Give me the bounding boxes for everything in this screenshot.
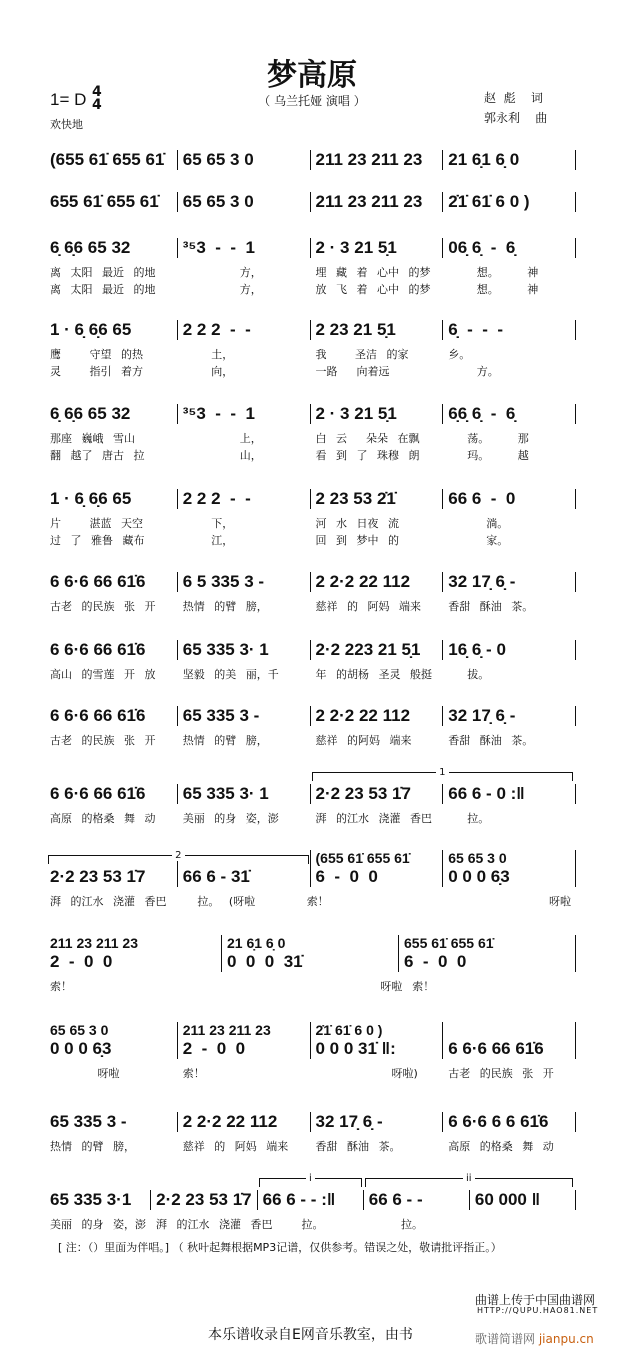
measure: 2·2 223 21 5̣1 xyxy=(310,640,443,660)
measure-row xyxy=(48,1039,576,1059)
lyric-segment-row xyxy=(48,978,576,995)
lyric-segment: 方， xyxy=(182,283,262,296)
measure: 2 2·2 22 112 xyxy=(177,1112,310,1132)
measure-row xyxy=(48,952,576,972)
lyric-segment: 拉。 (呀啦 xyxy=(178,895,256,908)
measure: 6̣ 6̣6 65 32 xyxy=(50,238,131,257)
measure: 66 6 - 31̇ xyxy=(177,867,310,887)
measure: 2 - 0 0 xyxy=(177,1039,310,1059)
lyric-segment: 慈祥 的 阿妈 端来 xyxy=(182,1140,289,1153)
lyric-segment-row xyxy=(48,732,576,749)
lyric-segment: 看 到 了 珠穆 朗 xyxy=(315,449,420,462)
lyric-segment-row xyxy=(48,810,576,827)
lyric-segment: 索！ xyxy=(182,1067,205,1080)
measure: 6̣6̣ 6̣ - 6̣ xyxy=(442,404,575,424)
measure-row xyxy=(48,150,576,170)
lyric-segment: 河 水 日夜 流 xyxy=(315,517,399,530)
lyric-segment: 乡。 xyxy=(448,348,471,361)
measure: 66 6 - - :‖ xyxy=(257,1190,363,1210)
lyric-segment: 高山 的雪莲 开 放 xyxy=(50,668,156,681)
measure: 6̣ - - - xyxy=(442,320,575,340)
accompaniment-measure: (655 61̇ 655 61̇ xyxy=(310,850,443,867)
volta-label: 2 xyxy=(172,850,184,861)
score-system xyxy=(48,850,576,910)
lyric-segment-row xyxy=(48,281,576,298)
measure: 16̣ 6̣ - 0 xyxy=(442,640,575,660)
measure-row xyxy=(48,867,576,887)
lyric-segment-row xyxy=(48,1065,576,1082)
measure: 1 · 6̣ 6̣6 65 xyxy=(50,489,132,508)
measure: 0 0 0 6̣3 xyxy=(50,1039,112,1058)
lyric-segment: 上， xyxy=(182,432,262,445)
measure: 6 6·6 66 61̇6 xyxy=(50,572,146,591)
watermark-domain: jianpu.cn xyxy=(538,1332,594,1346)
volta-label: 1 xyxy=(436,767,448,778)
measure-row xyxy=(48,1112,576,1132)
lyric-segment-row xyxy=(48,363,576,380)
measure: 6 6·6 66 61̇6 xyxy=(50,784,146,803)
measure: 2 · 3 21 5̣1 xyxy=(310,238,443,258)
lyric-segment: 鹰 守望 的热 xyxy=(50,348,143,361)
measure: 2·2 23 53 1̇7 xyxy=(50,867,146,886)
accompaniment-measure: 65 65 3 0 xyxy=(50,1022,109,1038)
lyric-segment: 我 圣洁 的家 xyxy=(315,348,409,361)
score-system xyxy=(48,706,576,749)
measure: 2 23 21 5̣1 xyxy=(310,320,443,340)
score-system xyxy=(48,238,576,298)
lyric-segment: 山， xyxy=(182,449,262,462)
measure: 21 6̣1 6̣ 0 xyxy=(442,150,575,170)
lyric-segment-row xyxy=(48,532,576,549)
volta-label: i xyxy=(306,1173,315,1184)
score-system xyxy=(48,404,576,464)
watermark-site-name: 歌谱简谱网 xyxy=(475,1332,536,1346)
score-system xyxy=(48,640,576,683)
lyric-segment: 索！ xyxy=(412,980,435,993)
measure: 65 65 3 0 xyxy=(177,150,310,170)
lyric-segment: 古老 的民族 张 开 xyxy=(50,600,156,613)
lyric-segment: 热情 的臂 膀， xyxy=(182,600,268,613)
lyric-segment: 下， xyxy=(182,517,234,530)
lyric-segment-row xyxy=(48,893,576,910)
measure: 2 2·2 22 112 xyxy=(310,706,443,726)
accompaniment-measure-row xyxy=(48,935,576,952)
measure: 60 000 ‖ xyxy=(469,1190,575,1210)
lyric-segment: 高原 的格桑 舞 动 xyxy=(448,1140,554,1153)
measure: 32 17̣ 6̣ - xyxy=(310,1112,443,1132)
accompaniment-measure xyxy=(442,1022,575,1039)
lyric-segment: 拉。 xyxy=(382,1218,423,1231)
measure-row xyxy=(48,706,576,726)
measure: 65 335 3· 1 xyxy=(177,784,310,804)
lyric-segment: 埋 藏 着 心中 的梦 xyxy=(315,266,431,279)
measure: 65 335 3 - xyxy=(50,1112,127,1131)
measure: 2 2 2 - - xyxy=(177,320,310,340)
lyric-segment: 香甜 酥油 茶。 xyxy=(448,600,534,613)
lyric-segment: 湃 的江水 浇灌 香巴 xyxy=(156,1218,273,1231)
lyric-segment: 美丽 的身 姿，澎 xyxy=(182,812,279,825)
measure: 2 2·2 22 112 xyxy=(310,572,443,592)
lyric-segment: 向， xyxy=(182,365,234,378)
lyric-segment-row xyxy=(48,1138,576,1155)
lyric-segment: 回 到 梦中 的 xyxy=(315,534,399,547)
lyric-segment: 高原 的格桑 舞 动 xyxy=(50,812,156,825)
measure: 211 23 211 23 xyxy=(310,192,443,212)
lyric-segment: 淌。 xyxy=(448,517,509,530)
measure: 0 0 0 31̇ xyxy=(221,952,398,972)
accompaniment-measure: 65 65 3 0 xyxy=(442,850,575,867)
lyric-segment: 想。 神 xyxy=(448,266,539,279)
score-system xyxy=(48,935,576,995)
measure: 2 - 0 0 xyxy=(50,952,113,971)
measure: 2 · 3 21 5̣1 xyxy=(310,404,443,424)
measure: 2 23 53 2̇1̇ xyxy=(310,489,443,509)
lyric-segment: 离 太阳 最近 的地 xyxy=(50,283,156,296)
measure: 65 335 3·1 xyxy=(50,1190,132,1209)
lyric-segment: 片 湛蓝 天空 xyxy=(50,517,143,530)
score-system xyxy=(48,572,576,615)
lyric-segment: 热情 的臂 膀， xyxy=(50,1140,135,1153)
score-system xyxy=(48,489,576,549)
score-system xyxy=(48,767,576,827)
measure: 2·2 23 53 1̇7 xyxy=(310,784,443,804)
singer: （ 乌兰托娅 演唱 ） xyxy=(258,94,366,108)
score-system xyxy=(48,1173,576,1233)
measure: 6 - 0 0 xyxy=(398,952,575,972)
accompaniment-measure: 21 6̣1 6̣ 0 xyxy=(221,935,398,952)
watermark-url: HTTP://QUPU.HAO81.NET xyxy=(477,1306,599,1315)
lyric-segment: 方。 xyxy=(448,365,499,378)
measure: 32 17̣ 6̣ - xyxy=(442,706,575,726)
measure: 211 23 211 23 xyxy=(310,150,443,170)
lyric-segment: 湃 的江水 浇灌 香巴 xyxy=(50,895,167,908)
lyric-segment: 美丽 的身 姿，澎 xyxy=(50,1218,146,1231)
volta-bracket xyxy=(312,767,573,781)
accompaniment-measure-row xyxy=(48,1022,576,1039)
measure: 66 6 - 0 :‖ xyxy=(442,784,575,804)
lyric-segment: 呀啦) xyxy=(315,1067,418,1080)
measure: ³⁵3 - - 1 xyxy=(177,238,310,258)
lyric-segment: 呀啦 xyxy=(435,895,571,908)
lyric-segment: 呀啦 xyxy=(218,980,403,993)
measure-row xyxy=(48,192,576,212)
measure: 32 17̣ 6̣ - xyxy=(442,572,575,592)
lyric-segment: 玛。 越 xyxy=(448,449,529,462)
accompaniment-measure: 2̇1̇ 61̇ 6 0 ) xyxy=(310,1022,443,1039)
lyric-segment-row xyxy=(48,666,576,683)
lyric-segment-row xyxy=(48,430,576,447)
watermark-logo xyxy=(475,1330,594,1347)
lyric-segment: 方， xyxy=(182,266,262,279)
measure: 6 6·6 66 61̇6 xyxy=(50,640,146,659)
lyric-segment: 热情 的臂 膀， xyxy=(182,734,268,747)
measure: 66 6 - 0 xyxy=(442,489,575,509)
meter-top: 4 xyxy=(92,84,102,100)
score-system xyxy=(48,320,576,380)
lyric-segment: 慈祥 的阿妈 端来 xyxy=(315,734,412,747)
lyric-segment: 坚毅 的美 丽，千 xyxy=(182,668,279,681)
measure: 65 335 3 - xyxy=(177,706,310,726)
lyric-segment: 拔。 xyxy=(448,668,490,681)
score-system xyxy=(48,150,576,170)
measure: 6 5 335 3 - xyxy=(177,572,310,592)
measure-row xyxy=(48,238,576,258)
measure: 1 · 6̣ 6̣6 65 xyxy=(50,320,132,339)
lyric-segment: 灵 指引 着方 xyxy=(50,365,143,378)
volta-bracket xyxy=(365,1173,573,1187)
lyric-segment: 荡。 那 xyxy=(448,432,529,445)
score-system xyxy=(48,1022,576,1082)
source-footer: 本乐谱收录自E网音乐教室，由书 xyxy=(208,1327,413,1343)
lyric-segment: 呀啦 xyxy=(50,1067,120,1080)
lyric-segment xyxy=(477,1216,577,1233)
lyric-segment: 一路 向着远 xyxy=(315,365,390,378)
measure-row xyxy=(48,1190,576,1210)
measure: 6 6·6 6 6 61̇6 xyxy=(442,1112,575,1132)
measure: (655 61̇ 655 61̇ xyxy=(50,150,165,169)
measure: ³⁵3 - - 1 xyxy=(177,404,310,424)
lyric-segment: 古老 的民族 张 开 xyxy=(448,1067,554,1080)
accompaniment-measure: 655 61̇ 655 61̇ xyxy=(398,935,575,952)
measure: 6 6·6 66 61̇6 xyxy=(442,1039,575,1059)
measure: 2 2 2 - - xyxy=(177,489,310,509)
measure: 6̣ 6̣6 65 32 xyxy=(50,404,131,423)
lyric-segment: 那座 巍峨 雪山 xyxy=(50,432,135,445)
measure: 06̣ 6̣ - 6̣ xyxy=(442,238,575,258)
measure: 655 61̇ 655 61̇ xyxy=(50,192,159,211)
tempo-marking: 欢快地 xyxy=(50,118,83,131)
measure-row xyxy=(48,572,576,592)
lyric-segment: 过 了 雅鲁 藏布 xyxy=(50,534,145,547)
measure-row xyxy=(48,404,576,424)
lyric-segment: 古老 的民族 张 开 xyxy=(50,734,156,747)
lyric-segment: 家。 xyxy=(448,534,509,547)
lyricist: 赵 彪 词 xyxy=(484,91,543,105)
lyric-segment: 拉。 xyxy=(448,812,490,825)
lyric-segment-row xyxy=(48,346,576,363)
volta-label: ii xyxy=(463,1173,475,1184)
lyric-segment: 土， xyxy=(182,348,234,361)
volta-bracket xyxy=(48,850,309,864)
measure-row xyxy=(48,489,576,509)
lyric-segment-row xyxy=(48,264,576,281)
lyric-segment: 索！ xyxy=(306,895,329,908)
measure-row xyxy=(48,640,576,660)
lyric-segment: 白 云 朵朵 在飘 xyxy=(315,432,420,445)
key-signature: 1= D xyxy=(50,90,87,109)
lyric-segment-row xyxy=(48,598,576,615)
measure-row xyxy=(48,320,576,340)
lyric-segment: 离 太阳 最近 的地 xyxy=(50,266,156,279)
lyric-segment: 香甜 酥油 茶。 xyxy=(315,1140,401,1153)
score-system xyxy=(48,192,576,212)
lyric-segment: 放 飞 着 心中 的梦 xyxy=(315,283,431,296)
measure: 6 - 0 0 xyxy=(310,867,443,887)
measure: 6 6·6 66 61̇6 xyxy=(50,706,146,725)
lyric-segment: 索！ xyxy=(50,980,72,993)
lyric-segment: 江， xyxy=(182,534,234,547)
song-title: 梦高原 xyxy=(267,58,357,93)
lyric-segment: 拉。 xyxy=(282,1218,324,1231)
accompaniment-measure: 211 23 211 23 xyxy=(177,1022,310,1039)
score-note: [ 注：（）里面为伴唱。] （ 秋叶起舞根据MP3记谱，仅供参考。错误之处，敬请批评指正。） xyxy=(58,1241,502,1254)
lyric-segment: 湃 的江水 浇灌 香巴 xyxy=(315,812,432,825)
credits xyxy=(484,88,547,128)
lyric-segment: 翻 越了 唐古 拉 xyxy=(50,449,145,462)
measure-row xyxy=(48,784,576,804)
measure: 0 0 0 31̇ ‖: xyxy=(310,1039,443,1059)
watermark-line1: 曲谱上传于中国曲谱网 xyxy=(475,1293,596,1307)
composer: 郭永利 曲 xyxy=(484,111,548,125)
lyric-segment-row xyxy=(48,1216,576,1233)
measure: 2·2 23 53 1̇7 xyxy=(150,1190,256,1210)
measure: 2̇1̇ 61̇ 6 0 ) xyxy=(442,192,575,212)
score-system xyxy=(48,1112,576,1155)
lyric-segment: 慈祥 的 阿妈 端来 xyxy=(315,600,421,613)
measure: 66 6 - - xyxy=(363,1190,469,1210)
measure: 0 0 0 6̣3 xyxy=(442,867,575,887)
lyric-segment: 香甜 酥油 茶。 xyxy=(448,734,534,747)
meter-bottom: 4 xyxy=(92,97,102,113)
measure: 65 335 3· 1 xyxy=(177,640,310,660)
lyric-segment: 年 的胡杨 圣灵 般挺 xyxy=(315,668,432,681)
volta-bracket xyxy=(259,1173,361,1187)
time-signature xyxy=(92,86,102,112)
lyric-segment-row xyxy=(48,447,576,464)
lyric-segment: 想。 神 xyxy=(448,283,539,296)
accompaniment-measure: 211 23 211 23 xyxy=(50,935,138,951)
measure: 65 65 3 0 xyxy=(177,192,310,212)
lyric-segment-row xyxy=(48,515,576,532)
